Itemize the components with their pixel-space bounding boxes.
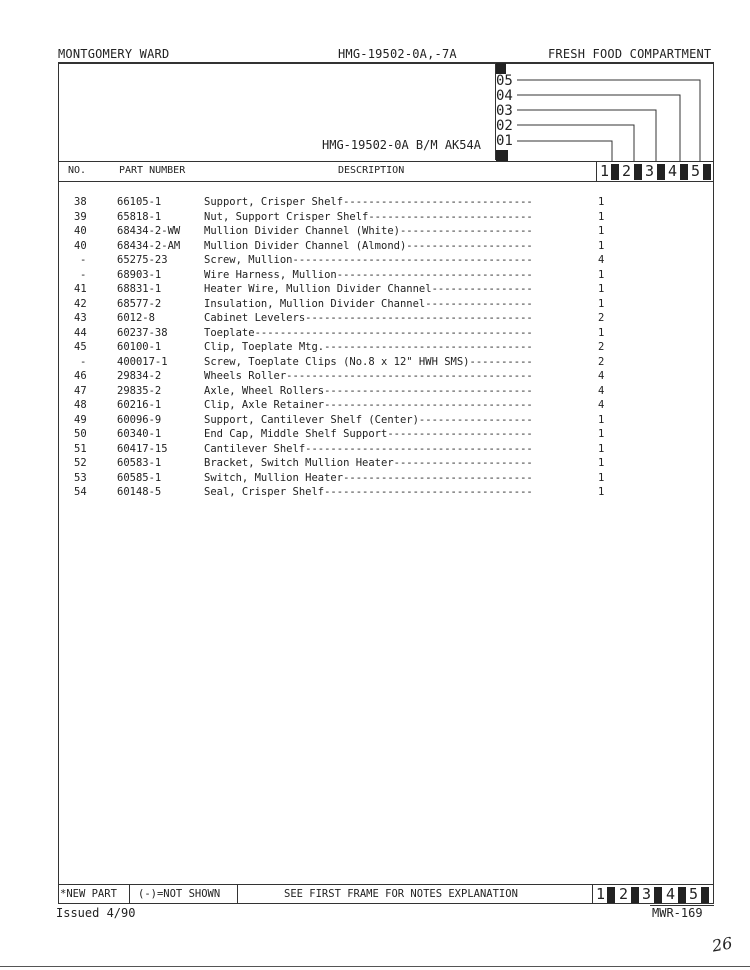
model-column-3: 3 — [645, 162, 655, 180]
footer-model-marker-2 — [631, 887, 639, 903]
part-number: 68831-1 — [117, 283, 162, 295]
quantity: 1 — [598, 225, 605, 237]
footer-model-marker-4 — [678, 887, 686, 903]
footer-model-column-1: 1 — [596, 885, 606, 903]
table-row — [0, 269, 750, 284]
item-number: 38 — [74, 196, 87, 208]
part-description: Insulation, Mullion Divider Channel----------------- — [204, 297, 533, 310]
part-number: 60340-1 — [117, 428, 162, 440]
item-number: 52 — [74, 457, 87, 469]
part-number: 60237-38 — [117, 326, 168, 339]
table-row — [0, 486, 750, 501]
page-code: MWR-169 — [652, 906, 703, 920]
table-row — [0, 370, 750, 385]
part-number: 60216-1 — [117, 399, 162, 411]
header-model-range: HMG-19502-0A,-7A — [338, 47, 457, 61]
item-number: 41 — [74, 283, 87, 295]
table-row — [0, 225, 750, 240]
quantity: 4 — [598, 254, 605, 266]
part-number: 65275-23 — [117, 254, 168, 266]
part-number: 68434-2-AM — [117, 239, 181, 252]
model-column-marker-5 — [703, 164, 711, 180]
footer-model-column-2: 2 — [619, 885, 629, 903]
table-row — [0, 428, 750, 443]
column-header-no: NO. — [68, 165, 87, 176]
part-number: 66105-1 — [117, 196, 162, 208]
table-row — [0, 298, 750, 313]
part-number: 68903-1 — [117, 268, 162, 281]
model-column-2: 2 — [622, 162, 632, 180]
part-description: Screw, Toeplate Clips (No.8 x 12" HWH SMS)---------- — [204, 355, 533, 368]
item-number: 43 — [74, 312, 87, 324]
model-column-5: 5 — [691, 162, 701, 180]
model-line: HMG-19502-0A B/M AK54A — [322, 138, 481, 152]
footer-not-shown-legend: (-)=NOT SHOWN — [138, 888, 221, 900]
page-code-rule — [650, 905, 714, 906]
part-description: Mullion Divider Channel (White)--------------------- — [204, 225, 533, 237]
part-description: Screw, Mullion-------------------------------------- — [204, 254, 533, 266]
footer-notes-explanation: SEE FIRST FRAME FOR NOTES EXPLANATION — [284, 888, 518, 900]
part-number: 6012-8 — [117, 312, 155, 324]
quantity: 4 — [598, 399, 605, 411]
quantity: 1 — [598, 196, 605, 208]
part-description: Cabinet Levelers------------------------------------ — [204, 312, 533, 324]
part-description: Bracket, Switch Mullion Heater---------------------- — [204, 457, 533, 469]
item-number: 40 — [74, 239, 87, 252]
part-description: Nut, Support Crisper Shelf-------------------------- — [204, 210, 533, 223]
part-number: 60096-9 — [117, 413, 162, 426]
footer-model-column-4: 4 — [666, 885, 676, 903]
item-number: 42 — [74, 297, 87, 310]
table-row — [0, 385, 750, 400]
column-header-part-number: PART NUMBER — [119, 165, 186, 176]
table-row — [0, 457, 750, 472]
model-code-04: 04 — [495, 89, 517, 104]
model-column-marker-4 — [680, 164, 688, 180]
part-number: 400017-1 — [117, 355, 168, 368]
table-row — [0, 283, 750, 298]
part-description: End Cap, Middle Shelf Support----------------------- — [204, 428, 533, 440]
item-number: 54 — [74, 486, 87, 498]
table-row — [0, 312, 750, 327]
part-description: Cantilever Shelf------------------------------------ — [204, 442, 533, 455]
model-columns-divider — [596, 161, 597, 181]
item-number: 47 — [74, 384, 87, 397]
model-columns-header — [598, 162, 714, 181]
part-description: Clip, Axle Retainer--------------------------------- — [204, 399, 533, 411]
item-number: 45 — [74, 341, 87, 353]
model-column-4: 4 — [668, 162, 678, 180]
table-row — [0, 414, 750, 429]
quantity: 2 — [598, 355, 605, 368]
quantity: 1 — [598, 442, 605, 455]
header-section-title: FRESH FOOD COMPARTMENT — [548, 47, 712, 61]
quantity: 4 — [598, 384, 605, 397]
model-column-marker-1 — [611, 164, 619, 180]
part-description: Seal, Crisper Shelf--------------------------------- — [204, 486, 533, 498]
model-column-marker-2 — [634, 164, 642, 180]
item-number: 50 — [74, 428, 87, 440]
footer-model-column-5: 5 — [689, 885, 699, 903]
part-description: Clip, Toeplate Mtg.--------------------------------- — [204, 341, 533, 353]
table-row — [0, 196, 750, 211]
handwritten-page-mark: 26 — [710, 933, 734, 956]
quantity: 1 — [598, 283, 605, 295]
part-number: 65818-1 — [117, 210, 162, 223]
item-number: - — [80, 268, 87, 281]
part-number: 68577-2 — [117, 297, 162, 310]
footer-model-marker-3 — [654, 887, 662, 903]
part-description: Support, Crisper Shelf------------------------------ — [204, 196, 533, 208]
part-number: 60583-1 — [117, 457, 162, 469]
quantity: 1 — [598, 326, 605, 339]
item-number: 51 — [74, 442, 87, 455]
item-number: 46 — [74, 370, 87, 382]
model-code-01: 01 — [495, 134, 517, 149]
column-header-description: DESCRIPTION — [338, 165, 405, 176]
part-number: 60100-1 — [117, 341, 162, 353]
item-number: 39 — [74, 210, 87, 223]
item-number: 48 — [74, 399, 87, 411]
item-number: 40 — [74, 225, 87, 237]
part-number: 29834-2 — [117, 370, 162, 382]
table-row — [0, 356, 750, 371]
item-number: 49 — [74, 413, 87, 426]
table-row — [0, 443, 750, 458]
quantity: 4 — [598, 370, 605, 382]
footer-divider-2 — [237, 884, 238, 904]
footer-divider-3 — [592, 884, 593, 904]
item-number: - — [80, 355, 87, 368]
item-number: 53 — [74, 471, 87, 484]
part-number: 68434-2-WW — [117, 225, 181, 237]
quantity: 2 — [598, 312, 605, 324]
footer-model-marker-5 — [701, 887, 709, 903]
footer-divider-1 — [129, 884, 130, 904]
part-description: Toeplate-------------------------------------------- — [204, 326, 533, 339]
quantity: 1 — [598, 413, 605, 426]
model-code-05: 05 — [495, 74, 517, 89]
table-row — [0, 399, 750, 414]
part-description: Support, Cantilever Shelf (Center)------------------ — [204, 413, 533, 426]
item-number: - — [80, 254, 87, 266]
quantity: 1 — [598, 297, 605, 310]
part-number: 60417-15 — [117, 442, 168, 455]
part-description: Wheels Roller--------------------------------------- — [204, 370, 533, 382]
header-company: MONTGOMERY WARD — [58, 47, 170, 61]
quantity: 2 — [598, 341, 605, 353]
footer-model-marker-1 — [607, 887, 615, 903]
part-description: Axle, Wheel Rollers--------------------------------- — [204, 384, 533, 397]
model-column-1: 1 — [600, 162, 610, 180]
quantity: 1 — [598, 428, 605, 440]
table-row — [0, 341, 750, 356]
quantity: 1 — [598, 210, 605, 223]
model-column-marker-3 — [657, 164, 665, 180]
model-code-03: 03 — [495, 104, 517, 119]
quantity: 1 — [598, 268, 605, 281]
table-row — [0, 240, 750, 255]
table-row — [0, 211, 750, 226]
quantity: 1 — [598, 457, 605, 469]
footer-model-columns — [594, 885, 714, 904]
table-row — [0, 327, 750, 342]
footer-model-column-3: 3 — [642, 885, 652, 903]
part-description: Mullion Divider Channel (Almond)-------------------- — [204, 239, 533, 252]
quantity: 1 — [598, 486, 605, 498]
table-row — [0, 254, 750, 269]
table-row — [0, 472, 750, 487]
issued-date: Issued 4/90 — [56, 906, 136, 920]
part-description: Switch, Mullion Heater------------------------------ — [204, 471, 533, 484]
column-header-bottom-rule — [58, 181, 714, 182]
quantity: 1 — [598, 471, 605, 484]
quantity: 1 — [598, 239, 605, 252]
part-number: 29835-2 — [117, 384, 162, 397]
item-number: 44 — [74, 326, 87, 339]
part-number: 60148-5 — [117, 486, 162, 498]
part-description: Heater Wire, Mullion Divider Channel---------------- — [204, 283, 533, 295]
part-number: 60585-1 — [117, 471, 162, 484]
model-code-02: 02 — [495, 119, 517, 134]
part-description: Wire Harness, Mullion------------------------------- — [204, 268, 533, 281]
scan-edge-line — [0, 966, 750, 967]
footer-new-part-legend: *NEW PART — [60, 888, 117, 900]
